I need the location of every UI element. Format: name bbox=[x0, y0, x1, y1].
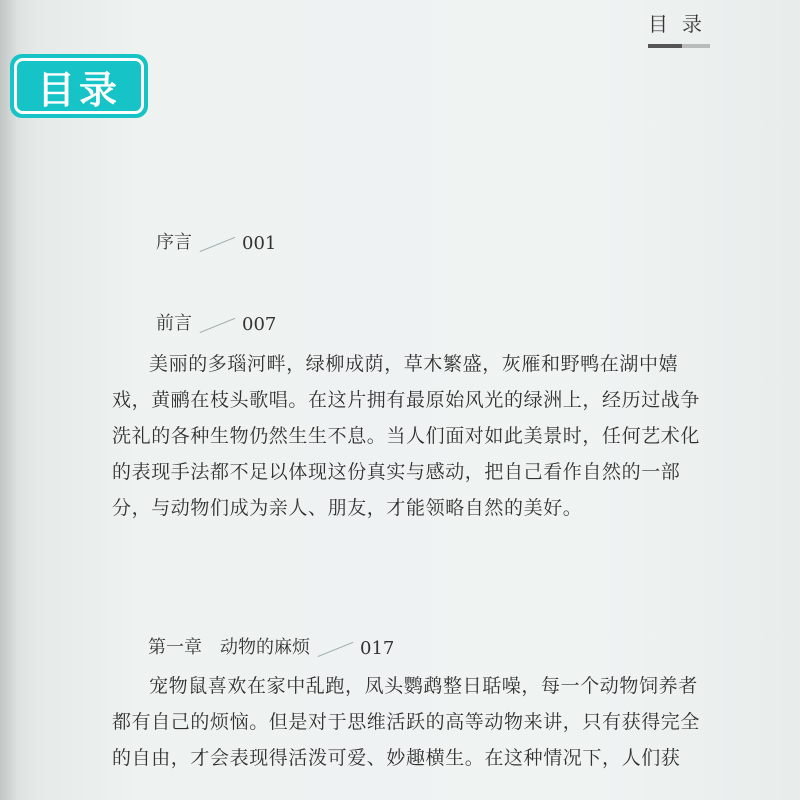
toc-entry-label: 第一章 动物的麻烦 bbox=[148, 637, 310, 658]
chapter1-summary: 宠物鼠喜欢在家中乱跑，凤头鹦鹉整日聒噪，每一个动物饲养者都有自己的烦恼。但是对于思维活跃的高等动物来讲，只有获得完全的自由，才会表现得活泼可爱、妙趣横生。在这种情况下，人们获 bbox=[112, 675, 701, 769]
toc-entry-page: 001 bbox=[242, 233, 277, 254]
toc-entry-label: 前言 bbox=[156, 313, 192, 334]
toc-entry-page: 017 bbox=[360, 638, 395, 659]
page-gutter-shadow bbox=[0, 0, 18, 800]
running-header: 目录 bbox=[648, 12, 716, 36]
toc-badge bbox=[10, 54, 148, 118]
toc-entry-chapter1 bbox=[148, 633, 394, 659]
toc-divider bbox=[314, 635, 354, 659]
toc-entry-page: 007 bbox=[242, 314, 277, 335]
preface-summary: 美丽的多瑙河畔，绿柳成荫，草木繁盛，灰雁和野鸭在湖中嬉戏，黄鹂在枝头歌唱。在这片拥有最原始风光的绿洲上，经历过战争洗礼的各种生物仍然生生不息。当人们面对如此美景时，任何艺术化的表现手法都不足以体现这份真实与感动，把自己看作自然的一部分，与动物们成为亲人、朋友，才能领略自然的美好。 bbox=[112, 353, 701, 519]
toc-entry-label: 序言 bbox=[156, 232, 192, 253]
header-rule bbox=[648, 44, 710, 48]
toc-divider bbox=[196, 311, 236, 335]
badge-label: 目录 bbox=[36, 67, 121, 112]
toc-entry-xuyan bbox=[156, 228, 276, 254]
toc-entry-qianyan bbox=[156, 309, 276, 335]
toc-divider bbox=[196, 230, 236, 254]
